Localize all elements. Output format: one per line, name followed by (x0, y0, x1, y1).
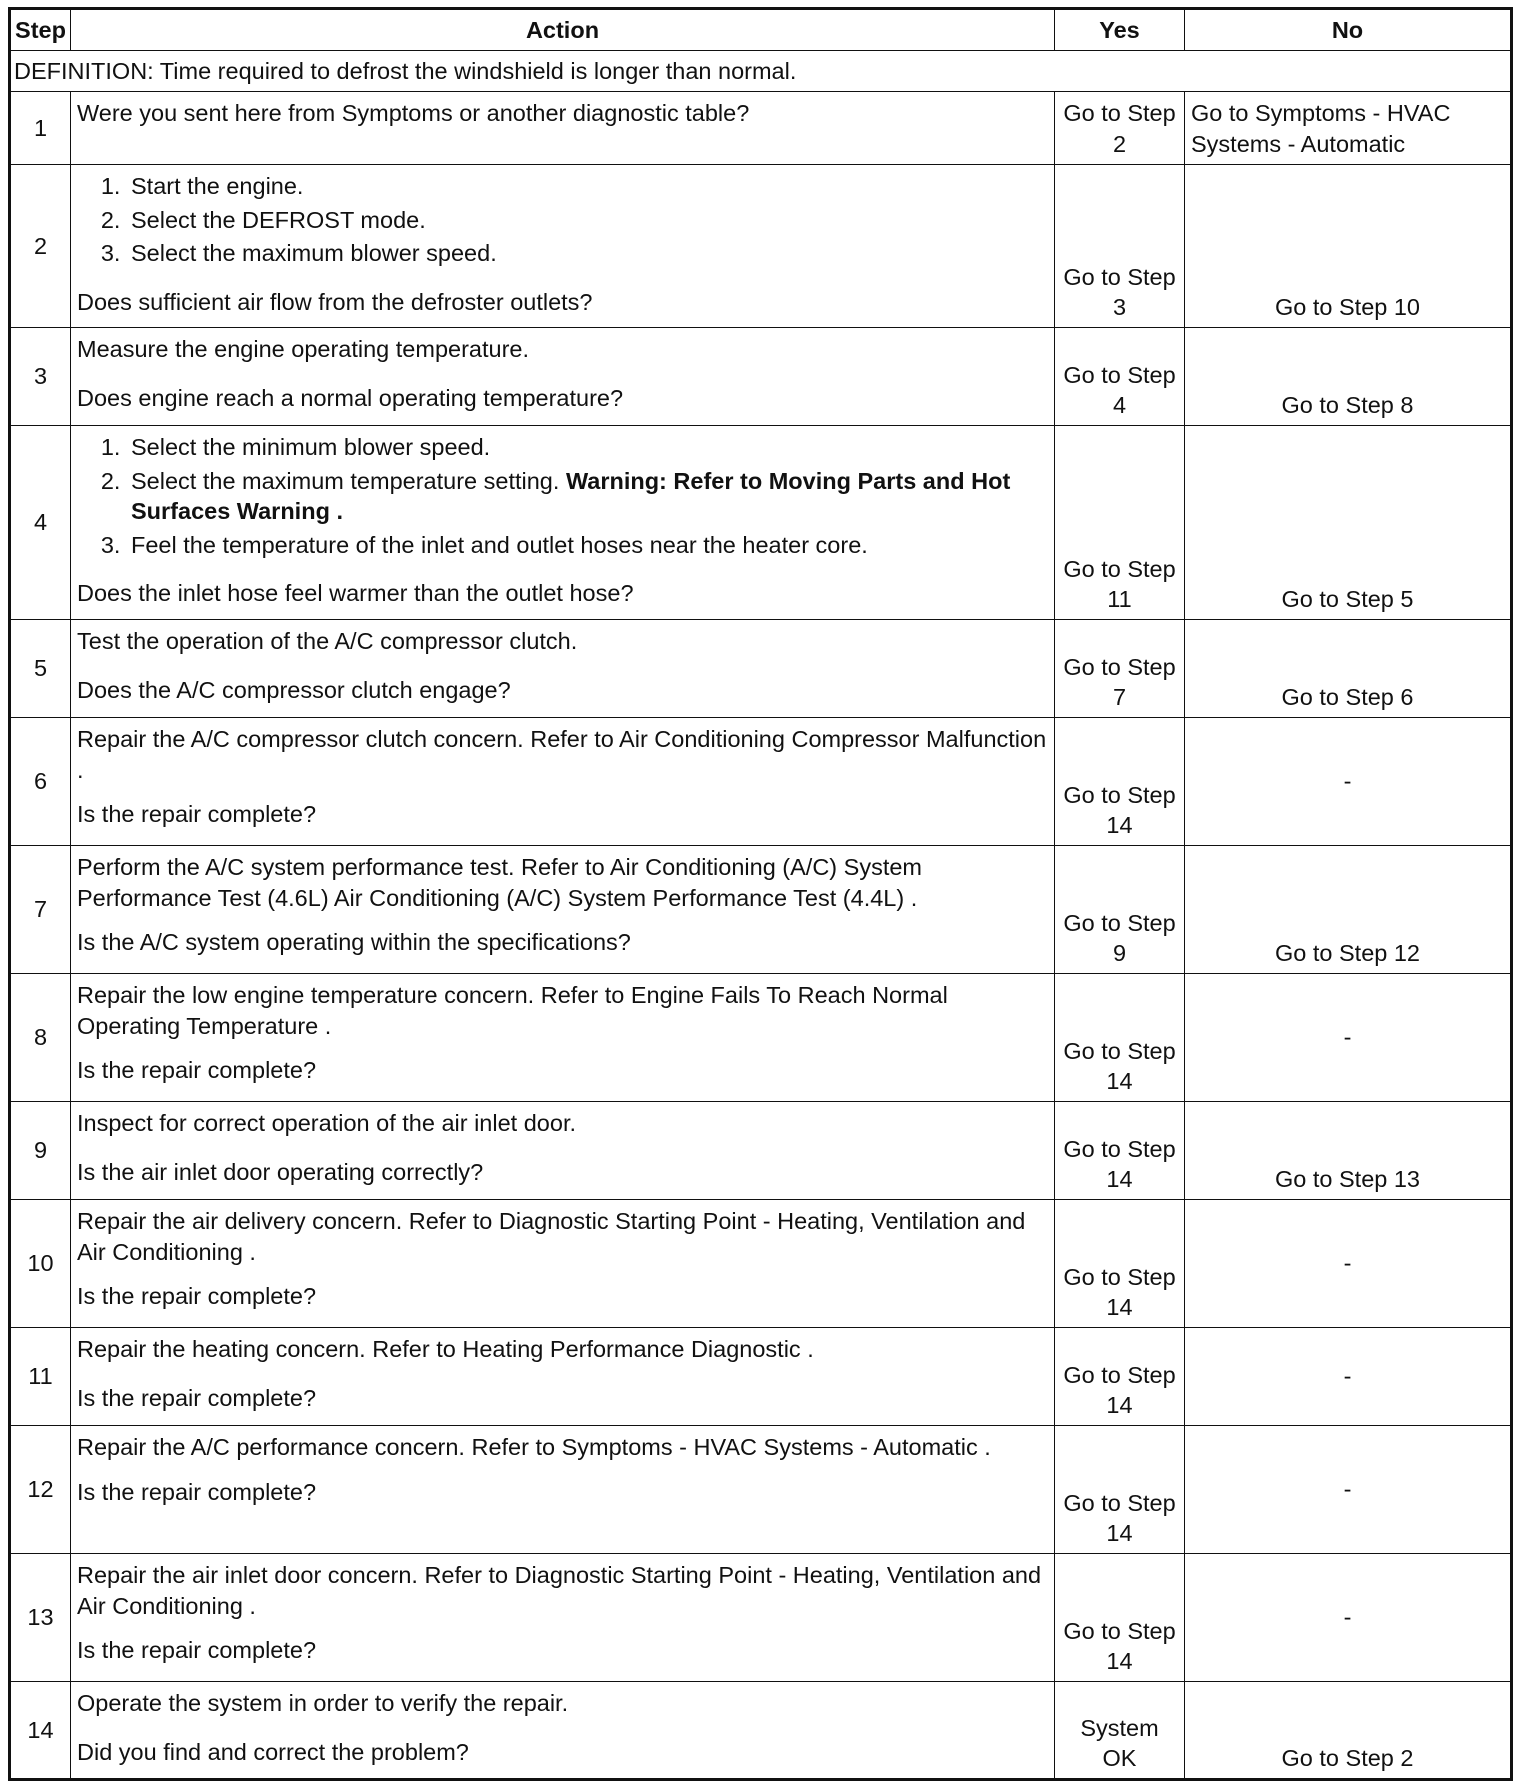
step-number: 12 (10, 1426, 71, 1554)
action-text: Inspect for correct operation of the air inlet door. (77, 1110, 576, 1136)
table-row (10, 92, 1512, 165)
action-cell (71, 165, 1055, 328)
action-question: Does the inlet hose feel warmer than the outlet hose? (77, 580, 634, 607)
action-cell (71, 1426, 1055, 1554)
action-question: Is the A/C system operating within the specifications? (77, 929, 631, 956)
header-step: Step (10, 9, 71, 51)
yes-cell: Go to Step 9 (1055, 846, 1185, 974)
action-cell (71, 718, 1055, 846)
action-question: Does engine reach a normal operating temperature? (77, 384, 624, 411)
definition-text: DEFINITION: Time required to defrost the windshield is longer than normal. (10, 51, 1512, 92)
table-row (10, 1426, 1512, 1554)
action-question: Is the repair complete? (77, 1283, 317, 1310)
warning-text: Warning: Refer to Moving Parts and Hot Surfaces Warning . (131, 467, 1011, 525)
action-text: Repair the air inlet door concern. Refer to Diagnostic Starting Point - Heating, Ventilation and Air Conditioning . (77, 1562, 1042, 1619)
no-cell: - (1185, 974, 1512, 1102)
yes-cell: Go to Step 14 (1055, 718, 1185, 846)
action-text: Test the operation of the A/C compressor clutch. (77, 628, 578, 654)
table-row (10, 974, 1512, 1102)
action-text: Repair the A/C compressor clutch concern. Refer to Air Conditioning Compressor Malfunction . (77, 726, 1047, 783)
header-row (10, 9, 1512, 51)
step-number: 4 (10, 426, 71, 620)
list-item: 1. Select the minimum blower speed. (127, 432, 1048, 463)
yes-cell: Go to Step 14 (1055, 1328, 1185, 1426)
yes-cell: Go to Step 14 (1055, 1102, 1185, 1200)
action-list (77, 171, 1048, 269)
table-row (10, 846, 1512, 974)
table-row (10, 718, 1512, 846)
action-question: Does the A/C compressor clutch engage? (77, 676, 511, 703)
yes-cell: Go to Step 4 (1055, 328, 1185, 426)
action-text: Perform the A/C system performance test. Refer to Air Conditioning (A/C) System Performance Test (4.6L) Air Conditioning (A/C) System Performance Test (4.4L) . (77, 854, 923, 911)
table-row (10, 1102, 1512, 1200)
action-cell (71, 846, 1055, 974)
yes-cell: System OK (1055, 1682, 1185, 1780)
action-cell (71, 1200, 1055, 1328)
table-row (10, 1328, 1512, 1426)
no-cell: - (1185, 1328, 1512, 1426)
action-question: Is the repair complete? (77, 1057, 317, 1084)
action-text: Repair the low engine temperature concern. Refer to Engine Fails To Reach Normal Operating Temperature . (77, 982, 948, 1039)
step-number: 7 (10, 846, 71, 974)
yes-cell: Go to Step 14 (1055, 1554, 1185, 1682)
header-no: No (1185, 9, 1512, 51)
step-number: 14 (10, 1682, 71, 1780)
definition-row (10, 51, 1512, 92)
action-cell (71, 426, 1055, 620)
action-question: Is the repair complete? (77, 801, 317, 828)
table-row (10, 165, 1512, 328)
action-question: Is the repair complete? (77, 1478, 317, 1505)
step-number: 2 (10, 165, 71, 328)
list-item-text: Select the maximum temperature setting. (131, 467, 560, 494)
action-cell (71, 974, 1055, 1102)
table-row (10, 426, 1512, 620)
action-cell (71, 1682, 1055, 1780)
action-text: Were you sent here from Symptoms or another diagnostic table? (77, 100, 750, 126)
no-cell: - (1185, 1200, 1512, 1328)
step-number: 9 (10, 1102, 71, 1200)
no-cell: Go to Step 10 (1185, 165, 1512, 328)
action-cell (71, 328, 1055, 426)
no-cell: Go to Step 13 (1185, 1102, 1512, 1200)
action-question: Does sufficient air flow from the defroster outlets? (77, 288, 593, 315)
header-yes: Yes (1055, 9, 1185, 51)
no-cell: Go to Step 8 (1185, 328, 1512, 426)
no-cell: Go to Step 12 (1185, 846, 1512, 974)
no-cell: Go to Step 6 (1185, 620, 1512, 718)
list-item: 2. Select the DEFROST mode. (127, 205, 1048, 236)
step-number: 8 (10, 974, 71, 1102)
action-text: Measure the engine operating temperature. (77, 336, 530, 362)
yes-cell: Go to Step 14 (1055, 1200, 1185, 1328)
no-cell: - (1185, 1426, 1512, 1554)
yes-cell: Go to Step 14 (1055, 1426, 1185, 1554)
action-text: Repair the heating concern. Refer to Heating Performance Diagnostic . (77, 1336, 814, 1362)
action-cell (71, 1328, 1055, 1426)
yes-cell: Go to Step 2 (1055, 92, 1185, 165)
list-item: 3. Feel the temperature of the inlet and outlet hoses near the heater core. (127, 530, 1048, 561)
action-question: Is the air inlet door operating correctly? (77, 1158, 484, 1185)
table-row (10, 620, 1512, 718)
step-number: 6 (10, 718, 71, 846)
step-number: 13 (10, 1554, 71, 1682)
yes-cell: Go to Step 7 (1055, 620, 1185, 718)
list-item: 3. Select the maximum blower speed. (127, 238, 1048, 269)
step-number: 3 (10, 328, 71, 426)
yes-cell: Go to Step 11 (1055, 426, 1185, 620)
diagnostic-table-container (8, 7, 1510, 1771)
header-action: Action (71, 9, 1055, 51)
action-cell (71, 1554, 1055, 1682)
action-text: Repair the A/C performance concern. Refer to Symptoms - HVAC Systems - Automatic . (77, 1434, 991, 1460)
action-list (77, 432, 1048, 560)
yes-cell: Go to Step 3 (1055, 165, 1185, 328)
list-item: 1. Start the engine. (127, 171, 1048, 202)
step-number: 5 (10, 620, 71, 718)
action-question: Did you find and correct the problem? (77, 1738, 469, 1765)
table-row (10, 1682, 1512, 1780)
yes-cell: Go to Step 14 (1055, 974, 1185, 1102)
no-cell: - (1185, 1554, 1512, 1682)
table-row (10, 1200, 1512, 1328)
action-text: Repair the air delivery concern. Refer to Diagnostic Starting Point - Heating, Ventilation and Air Conditioning . (77, 1208, 1026, 1265)
no-cell: - (1185, 718, 1512, 846)
no-cell: Go to Step 2 (1185, 1682, 1512, 1780)
action-question: Is the repair complete? (77, 1637, 317, 1664)
table-row (10, 328, 1512, 426)
action-cell (71, 1102, 1055, 1200)
no-cell: Go to Symptoms - HVAC Systems - Automatic (1185, 92, 1512, 165)
diagnostic-table (8, 7, 1513, 1781)
step-number: 11 (10, 1328, 71, 1426)
action-cell (71, 92, 1055, 165)
action-question: Is the repair complete? (77, 1384, 317, 1411)
step-number: 1 (10, 92, 71, 165)
no-cell: Go to Step 5 (1185, 426, 1512, 620)
action-text: Operate the system in order to verify the repair. (77, 1690, 569, 1716)
step-number: 10 (10, 1200, 71, 1328)
list-item (127, 466, 1048, 527)
table-row (10, 1554, 1512, 1682)
action-cell (71, 620, 1055, 718)
